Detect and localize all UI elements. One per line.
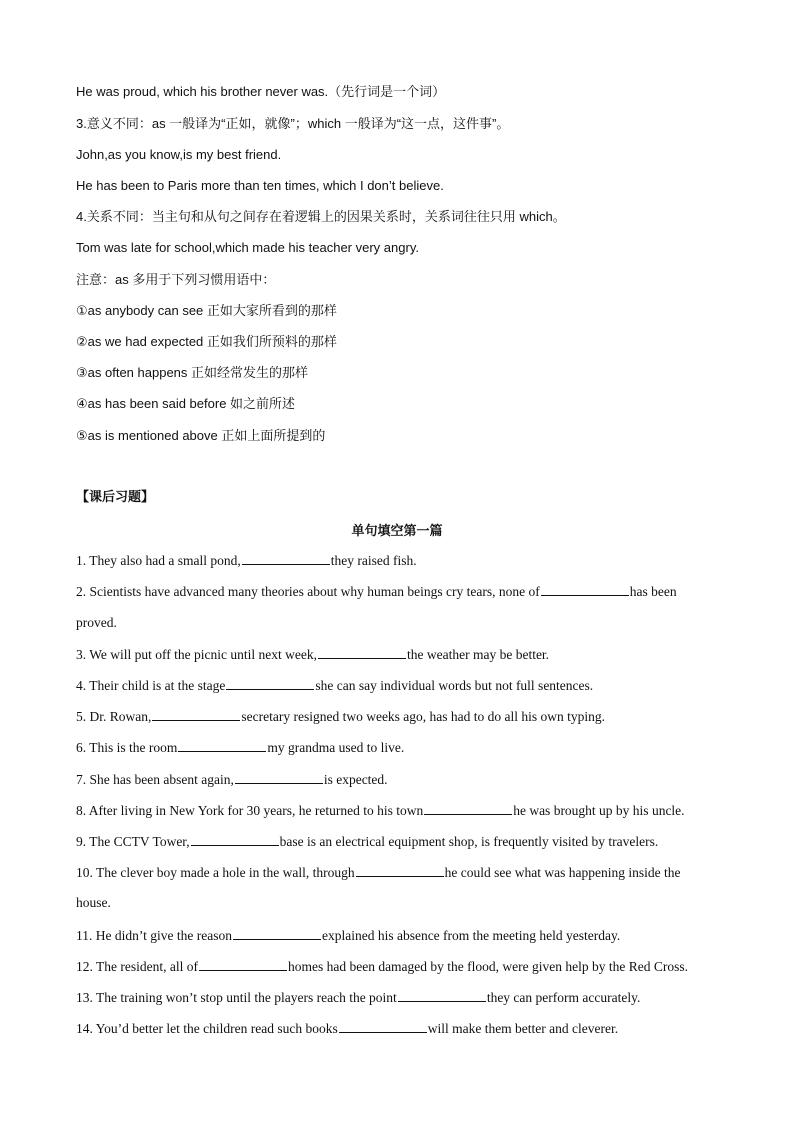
idiom-item: ⑤as is mentioned above 正如上面所提到的 [76, 428, 326, 443]
section-heading: 【课后习题】 [76, 490, 155, 505]
question-line [76, 1019, 704, 1038]
note-line: John,as you know,is my best friend. [76, 147, 282, 162]
question-line [76, 894, 704, 912]
question-text: he could see what was happening inside the [444, 865, 681, 880]
question-line [76, 707, 704, 726]
question-text: explained his absence from the meeting held yesterday. [321, 928, 621, 943]
question-text: 9. The CCTV Tower, [76, 834, 190, 849]
question-text: my grandma used to live. [267, 740, 405, 755]
note-line: He was proud, which his brother never was.（先行词是一个词） [76, 84, 446, 99]
question-text: the weather may be better. [407, 647, 550, 662]
question-text: will make them better and cleverer. [427, 1021, 619, 1036]
idiom-item: ③as often happens 正如经常发生的那样 [76, 365, 309, 380]
question-line [76, 551, 704, 570]
question-line [76, 582, 704, 601]
question-text: 6. This is the room [76, 740, 178, 755]
question-text: 8. After living in New York for 30 years, he returned to his town [76, 803, 424, 818]
question-line [76, 988, 704, 1007]
answer-blank[interactable] [398, 988, 486, 1002]
idiom-item: ④as has been said before 如之前所述 [76, 396, 296, 411]
answer-blank[interactable] [541, 582, 629, 596]
question-text: house. [76, 895, 111, 910]
answer-blank[interactable] [318, 645, 406, 659]
question-line [76, 645, 704, 664]
answer-blank[interactable] [152, 707, 240, 721]
question-text: 1. They also had a small pond, [76, 553, 241, 568]
question-line [76, 926, 704, 945]
question-text: is expected. [323, 772, 388, 787]
answer-blank[interactable] [199, 957, 287, 971]
question-text: 4. Their child is at the stage [76, 678, 226, 693]
question-line [76, 957, 704, 976]
question-line [76, 770, 704, 789]
question-text: 13. The training won’t stop until the players reach the point [76, 990, 397, 1005]
question-line [76, 832, 704, 851]
answer-blank[interactable] [356, 863, 444, 877]
answer-blank[interactable] [226, 676, 314, 690]
answer-blank[interactable] [339, 1019, 427, 1033]
question-text: homes had been damaged by the flood, were given help by the Red Cross. [287, 959, 688, 974]
question-text: secretary resigned two weeks ago, has had to do all his own typing. [241, 709, 606, 724]
question-line [76, 614, 704, 632]
idiom-item: ①as anybody can see 正如大家所看到的那样 [76, 303, 337, 318]
question-text: they can perform accurately. [486, 990, 641, 1005]
note-line: Tom was late for school,which made his teacher very angry. [76, 240, 419, 255]
question-text: 10. The clever boy made a hole in the wall, through [76, 865, 355, 880]
question-line [76, 676, 704, 695]
answer-blank[interactable] [233, 926, 321, 940]
question-text: base is an electrical equipment shop, is frequently visited by travelers. [279, 834, 659, 849]
exercise-title: 单句填空第一篇 [351, 524, 443, 539]
question-line [76, 863, 704, 882]
note-line: 3.意义不同：as 一般译为“正如，就像”；which 一般译为“这一点，这件事”。 [76, 116, 510, 131]
question-text: 7. She has been absent again, [76, 772, 234, 787]
question-text: 12. The resident, all of [76, 959, 198, 974]
question-text: she can say individual words but not full sentences. [315, 678, 594, 693]
answer-blank[interactable] [178, 738, 266, 752]
question-text: 2. Scientists have advanced many theories about why human beings cry tears, none of [76, 584, 540, 599]
question-text: he was brought up by his uncle. [513, 803, 685, 818]
note-line: He has been to Paris more than ten times, which I don’t believe. [76, 178, 444, 193]
question-text: proved. [76, 615, 117, 630]
answer-blank[interactable] [424, 801, 512, 815]
note-line: 注意：as 多用于下列习惯用语中： [76, 272, 276, 287]
answer-blank[interactable] [242, 551, 330, 565]
question-text: 3. We will put off the picnic until next week, [76, 647, 317, 662]
question-line [76, 801, 704, 820]
answer-blank[interactable] [191, 832, 279, 846]
note-line: 4.关系不同：当主句和从句之间存在着逻辑上的因果关系时，关系词往往只用 which。 [76, 209, 566, 224]
answer-blank[interactable] [235, 770, 323, 784]
question-text: has been [629, 584, 677, 599]
question-text: 14. You’d better let the children read such books [76, 1021, 338, 1036]
question-line [76, 738, 704, 757]
question-text: 11. He didn’t give the reason [76, 928, 232, 943]
idiom-item: ②as we had expected 正如我们所预料的那样 [76, 334, 337, 349]
question-text: they raised fish. [330, 553, 417, 568]
question-text: 5. Dr. Rowan, [76, 709, 152, 724]
